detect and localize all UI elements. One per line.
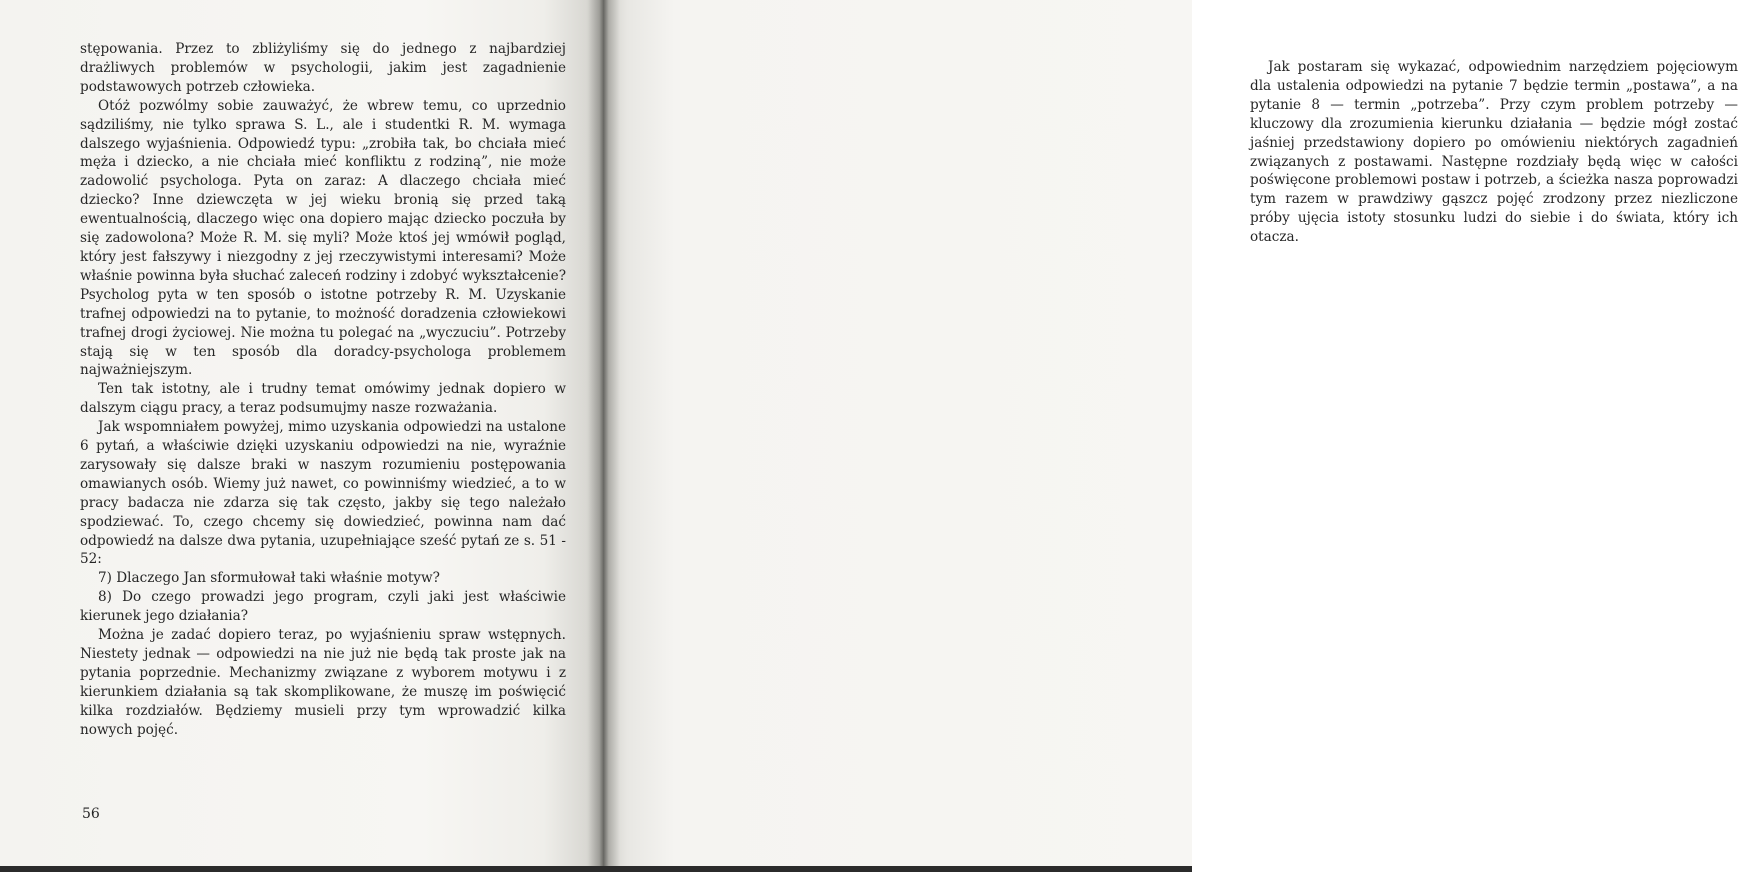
right-page	[604, 0, 1738, 872]
question-7: 7) Dlaczego Jan sformułował taki właśnie motyw?	[98, 570, 440, 587]
paragraph: Ten tak istotny, ale i trudny temat omówimy jednak dopiero w dalszym ciągu pracy, a teraz podsumujmy nasze rozważania.	[80, 381, 566, 417]
paragraph: Można je zadać dopiero teraz, po wyjaśnieniu spraw wstępnych. Niestety jednak — odpowiedzi na nie już nie będą tak proste jak na pytania poprzednie. Mechanizmy związane z wyborem motywu i z kierunkiem działania są tak skomplikowane, że muszę im poświęcić kilka rozdziałów. Będziemy musieli przy tym wprowadzić kilka nowych pojęć.	[80, 627, 566, 738]
book-gutter-shadow	[588, 0, 620, 872]
page-number: 56	[82, 806, 100, 822]
paragraph: Otóż pozwólmy sobie zauważyć, że wbrew temu, co uprzednio sądziliśmy, nie tylko sprawa S. L., ale i studentki R. M. wymaga dalszego wyjaśnienia. Odpowiedź typu: „zrobiła tak, bo chciała mieć męża i dziecko, a nie chciała mieć konfliktu z rodziną”, nie może zadowolić psychologa. Pyta on zaraz: A dlaczego chciała mieć dziecko? Inne dziewczęta w jej wieku bronią się przed taką ewentualnością, dlaczego więc ona dopiero mając dziecko poczuła by się zadowolona? Może R. M. się myli? Może ktoś jej wmówił pogląd, który jest fałszywy i niezgodny z jej rzeczywistymi interesami? Może właśnie powinna była słuchać zaleceń rodziny i zdobyć wykształcenie? Psycholog pyta w ten sposób o istotne potrzeby R. M. Uzyskanie trafnej odpowiedzi na to pytanie, to możność doradzenia człowiekowi trafnej drogi życiowej. Nie można tu polegać na „wyczuciu”. Potrzeby stają się w ten sposób dla doradcy-psychologa problemem najważniejszym.	[80, 97, 566, 379]
paragraph: Jak wspomniałem powyżej, mimo uzyskania odpowiedzi na ustalone 6 pytań, a właściwie dzięki uzyskaniu odpowiedzi na nie, wyraźnie zarysowały się dalsze braki w naszym rozumieniu postępowania omawianych osób. Wiemy już nawet, co powinniśmy wiedzieć, a to w pracy badacza nie zdarza się tak często, jakby się tego należało spodziewać. To, czego chcemy się dowiedzieć, powinna nam dać odpowiedź na dalsze dwa pytania, uzupełniające sześć pytań ze s. 51 - 52:	[80, 419, 566, 568]
paragraph: stępowania. Przez to zbliżyliśmy się do jednego z najbardziej drażliwych problemów w psychologii, jakim jest zagadnienie podstawowych potrzeb człowieka.	[80, 41, 566, 95]
right-page-text	[1250, 58, 1738, 247]
scan-bottom-edge	[0, 866, 1192, 872]
left-page-text	[80, 40, 566, 740]
question-8: 8) Do czego prowadzi jego program, czyli jaki jest właściwie kierunek jego działania?	[80, 589, 566, 625]
left-page	[0, 0, 604, 872]
paragraph: Jak postaram się wykazać, odpowiednim narzędziem pojęciowym dla ustalenia odpowiedzi na pytanie 7 będzie termin „postawa”, a na pytanie 8 — termin „potrzeba”. Przy czym problem potrzeby — kluczowy dla zrozumienia kierunku działania — będzie mógł zostać jaśniej przedstawiony dopiero po omówieniu niektórych zagadnień związanych z postawami. Następne rozdziały będą więc w całości poświęcone problemowi postaw i potrzeb, a ścieżka nasza poprowadzi tym razem w prawdziwy gąszcz pojęć zrodzony przez niezliczone próby ujęcia istoty stosunku ludzi do siebie i do świata, który ich otacza.	[1250, 59, 1738, 246]
